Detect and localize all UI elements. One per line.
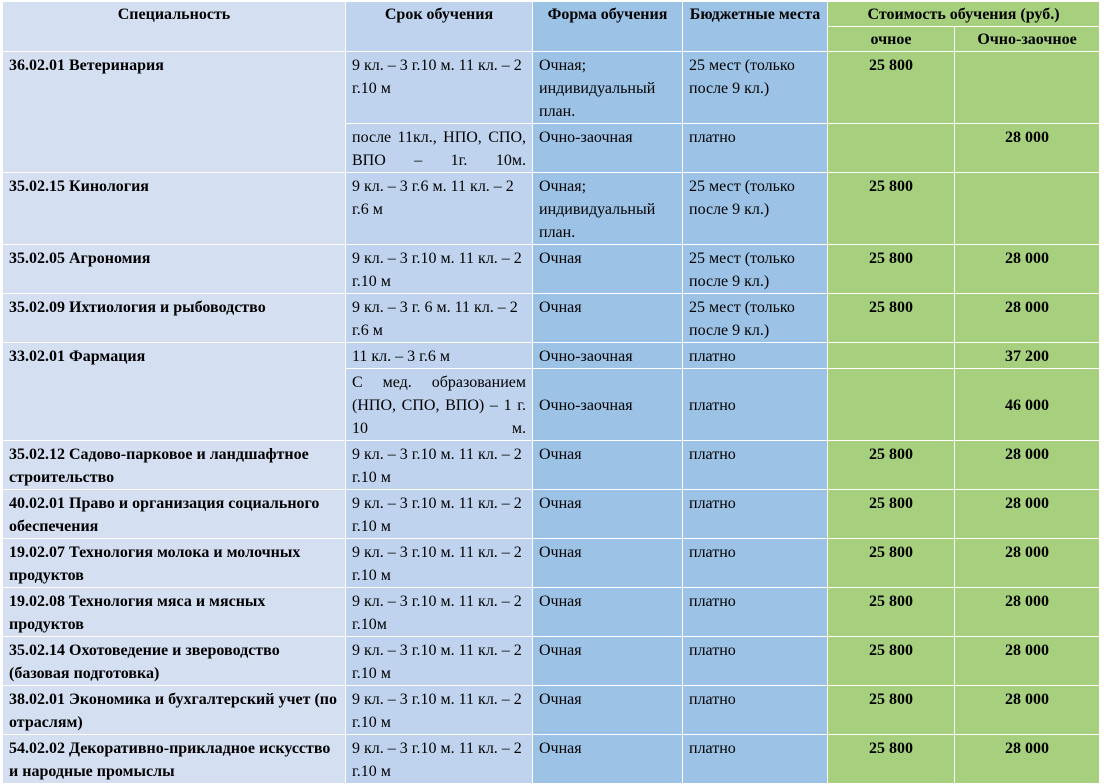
duration-cell: 9 кл. – 3 г. 6 м. 11 кл. – 2 г.6 м xyxy=(346,294,533,343)
table-row xyxy=(3,441,1100,490)
table-row xyxy=(3,52,1100,124)
budget-cell: платно xyxy=(683,441,828,490)
form-cell: Очная xyxy=(533,441,683,490)
duration-cell: 9 кл. – 3 г.10 м. 11 кл. – 2 г.10 м xyxy=(346,735,533,784)
cost-parttime-cell: 28 000 xyxy=(955,735,1100,784)
form-cell: Очная xyxy=(533,735,683,784)
duration-cell: после 11кл., НПО, СПО, ВПО – 1г. 10м. xyxy=(346,124,533,173)
cost-parttime-cell: 28 000 xyxy=(955,539,1100,588)
cost-parttime-cell: 28 000 xyxy=(955,245,1100,294)
cost-fulltime-cell: 25 800 xyxy=(828,539,955,588)
budget-cell: платно xyxy=(683,539,828,588)
budget-cell: платно xyxy=(683,369,828,441)
cost-fulltime-cell: 25 800 xyxy=(828,52,955,124)
budget-cell: платно xyxy=(683,343,828,369)
form-cell: Очная xyxy=(533,245,683,294)
duration-cell: 9 кл. – 3 г.10 м. 11 кл. – 2 г.10 м xyxy=(346,686,533,735)
cost-fulltime-cell: 25 800 xyxy=(828,637,955,686)
table-row xyxy=(3,637,1100,686)
table-row xyxy=(3,173,1100,245)
header-cost-fulltime: очное xyxy=(828,27,955,52)
cost-parttime-cell: 28 000 xyxy=(955,637,1100,686)
header-cost-parttime: Очно-заочное xyxy=(955,27,1100,52)
budget-cell: платно xyxy=(683,735,828,784)
specialty-cell: 35.02.14 Охотоведение и звероводство (базовая подготовка) xyxy=(3,637,346,686)
specialty-cell: 40.02.01 Право и организация социального обеспечения xyxy=(3,490,346,539)
cost-parttime-cell xyxy=(955,173,1100,245)
form-cell: Очная; индивидуальный план. xyxy=(533,173,683,245)
header-form: Форма обучения xyxy=(533,2,683,52)
cost-fulltime-cell: 25 800 xyxy=(828,294,955,343)
cost-fulltime-cell: 25 800 xyxy=(828,490,955,539)
budget-cell: платно xyxy=(683,686,828,735)
cost-fulltime-cell: 25 800 xyxy=(828,441,955,490)
cost-fulltime-cell: 25 800 xyxy=(828,735,955,784)
cost-fulltime-cell: 25 800 xyxy=(828,588,955,637)
table-row xyxy=(3,539,1100,588)
cost-fulltime-cell: 25 800 xyxy=(828,173,955,245)
budget-cell: платно xyxy=(683,490,828,539)
form-cell: Очная; индивидуальный план. xyxy=(533,52,683,124)
budget-cell: платно xyxy=(683,124,828,173)
cost-fulltime-cell xyxy=(828,124,955,173)
form-cell: Очная xyxy=(533,588,683,637)
specialty-cell: 35.02.12 Садово-парковое и ландшафтное строительство xyxy=(3,441,346,490)
duration-cell: 11 кл. – 3 г.6 м xyxy=(346,343,533,369)
form-cell: Очная xyxy=(533,294,683,343)
budget-cell: 25 мест (только после 9 кл.) xyxy=(683,294,828,343)
table-row xyxy=(3,686,1100,735)
form-cell: Очная xyxy=(533,539,683,588)
cost-parttime-cell: 28 000 xyxy=(955,124,1100,173)
cost-parttime-cell: 28 000 xyxy=(955,490,1100,539)
specialty-cell: 54.02.02 Декоративно-прикладное искусство и народные промыслы xyxy=(3,735,346,784)
specialty-cell: 38.02.01 Экономика и бухгалтерский учет (по отраслям) xyxy=(3,686,346,735)
table-row xyxy=(3,490,1100,539)
duration-cell: С мед. образованием (НПО, СПО, ВПО) – 1 г. 10 м. xyxy=(346,369,533,441)
duration-cell: 9 кл. – 3 г.10 м. 11 кл. – 2 г.10 м xyxy=(346,539,533,588)
specialty-cell: 19.02.07 Технология молока и молочных продуктов xyxy=(3,539,346,588)
cost-parttime-cell xyxy=(955,52,1100,124)
tuition-table-container xyxy=(2,1,1100,784)
budget-cell: 25 мест (только после 9 кл.) xyxy=(683,52,828,124)
specialty-cell: 36.02.01 Ветеринария xyxy=(3,52,346,173)
cost-parttime-cell: 28 000 xyxy=(955,588,1100,637)
header-duration: Срок обучения xyxy=(346,2,533,52)
budget-cell: платно xyxy=(683,588,828,637)
table-row xyxy=(3,343,1100,369)
cost-parttime-cell: 28 000 xyxy=(955,294,1100,343)
duration-cell: 9 кл. – 3 г.10 м. 11 кл. – 2 г.10 м xyxy=(346,637,533,686)
cost-parttime-cell: 28 000 xyxy=(955,441,1100,490)
header-cost: Стоимость обучения (руб.) xyxy=(828,2,1100,27)
form-cell: Очно-заочная xyxy=(533,124,683,173)
specialty-cell: 35.02.05 Агрономия xyxy=(3,245,346,294)
cost-fulltime-cell: 25 800 xyxy=(828,245,955,294)
table-row xyxy=(3,588,1100,637)
duration-cell: 9 кл. – 3 г.10 м. 11 кл. – 2 г.10 м xyxy=(346,441,533,490)
cost-fulltime-cell: 25 800 xyxy=(828,686,955,735)
budget-cell: платно xyxy=(683,637,828,686)
duration-cell: 9 кл. – 3 г.10 м. 11 кл. – 2 г.10 м xyxy=(346,245,533,294)
cost-parttime-cell: 37 200 xyxy=(955,343,1100,369)
table-row xyxy=(3,245,1100,294)
form-cell: Очная xyxy=(533,637,683,686)
form-cell: Очная xyxy=(533,686,683,735)
cost-parttime-cell: 28 000 xyxy=(955,686,1100,735)
cost-fulltime-cell xyxy=(828,343,955,369)
form-cell: Очно-заочная xyxy=(533,369,683,441)
specialty-cell: 35.02.09 Ихтиология и рыбоводство xyxy=(3,294,346,343)
specialty-cell: 33.02.01 Фармация xyxy=(3,343,346,441)
cost-parttime-cell: 46 000 xyxy=(955,369,1100,441)
table-row xyxy=(3,294,1100,343)
duration-cell: 9 кл. – 3 г.10 м. 11 кл. – 2 г.10м xyxy=(346,588,533,637)
specialty-cell: 35.02.15 Кинология xyxy=(3,173,346,245)
duration-cell: 9 кл. – 3 г.6 м. 11 кл. – 2 г.6 м xyxy=(346,173,533,245)
form-cell: Очно-заочная xyxy=(533,343,683,369)
budget-cell: 25 мест (только после 9 кл.) xyxy=(683,173,828,245)
cost-fulltime-cell xyxy=(828,369,955,441)
duration-cell: 9 кл. – 3 г.10 м. 11 кл. – 2 г.10 м xyxy=(346,490,533,539)
header-specialty: Специальность xyxy=(3,2,346,52)
header-budget: Бюджетные места xyxy=(683,2,828,52)
specialty-cell: 19.02.08 Технология мяса и мясных продуктов xyxy=(3,588,346,637)
duration-cell: 9 кл. – 3 г.10 м. 11 кл. – 2 г.10 м xyxy=(346,52,533,124)
tuition-table xyxy=(2,1,1100,784)
form-cell: Очная xyxy=(533,490,683,539)
budget-cell: 25 мест (только после 9 кл.) xyxy=(683,245,828,294)
